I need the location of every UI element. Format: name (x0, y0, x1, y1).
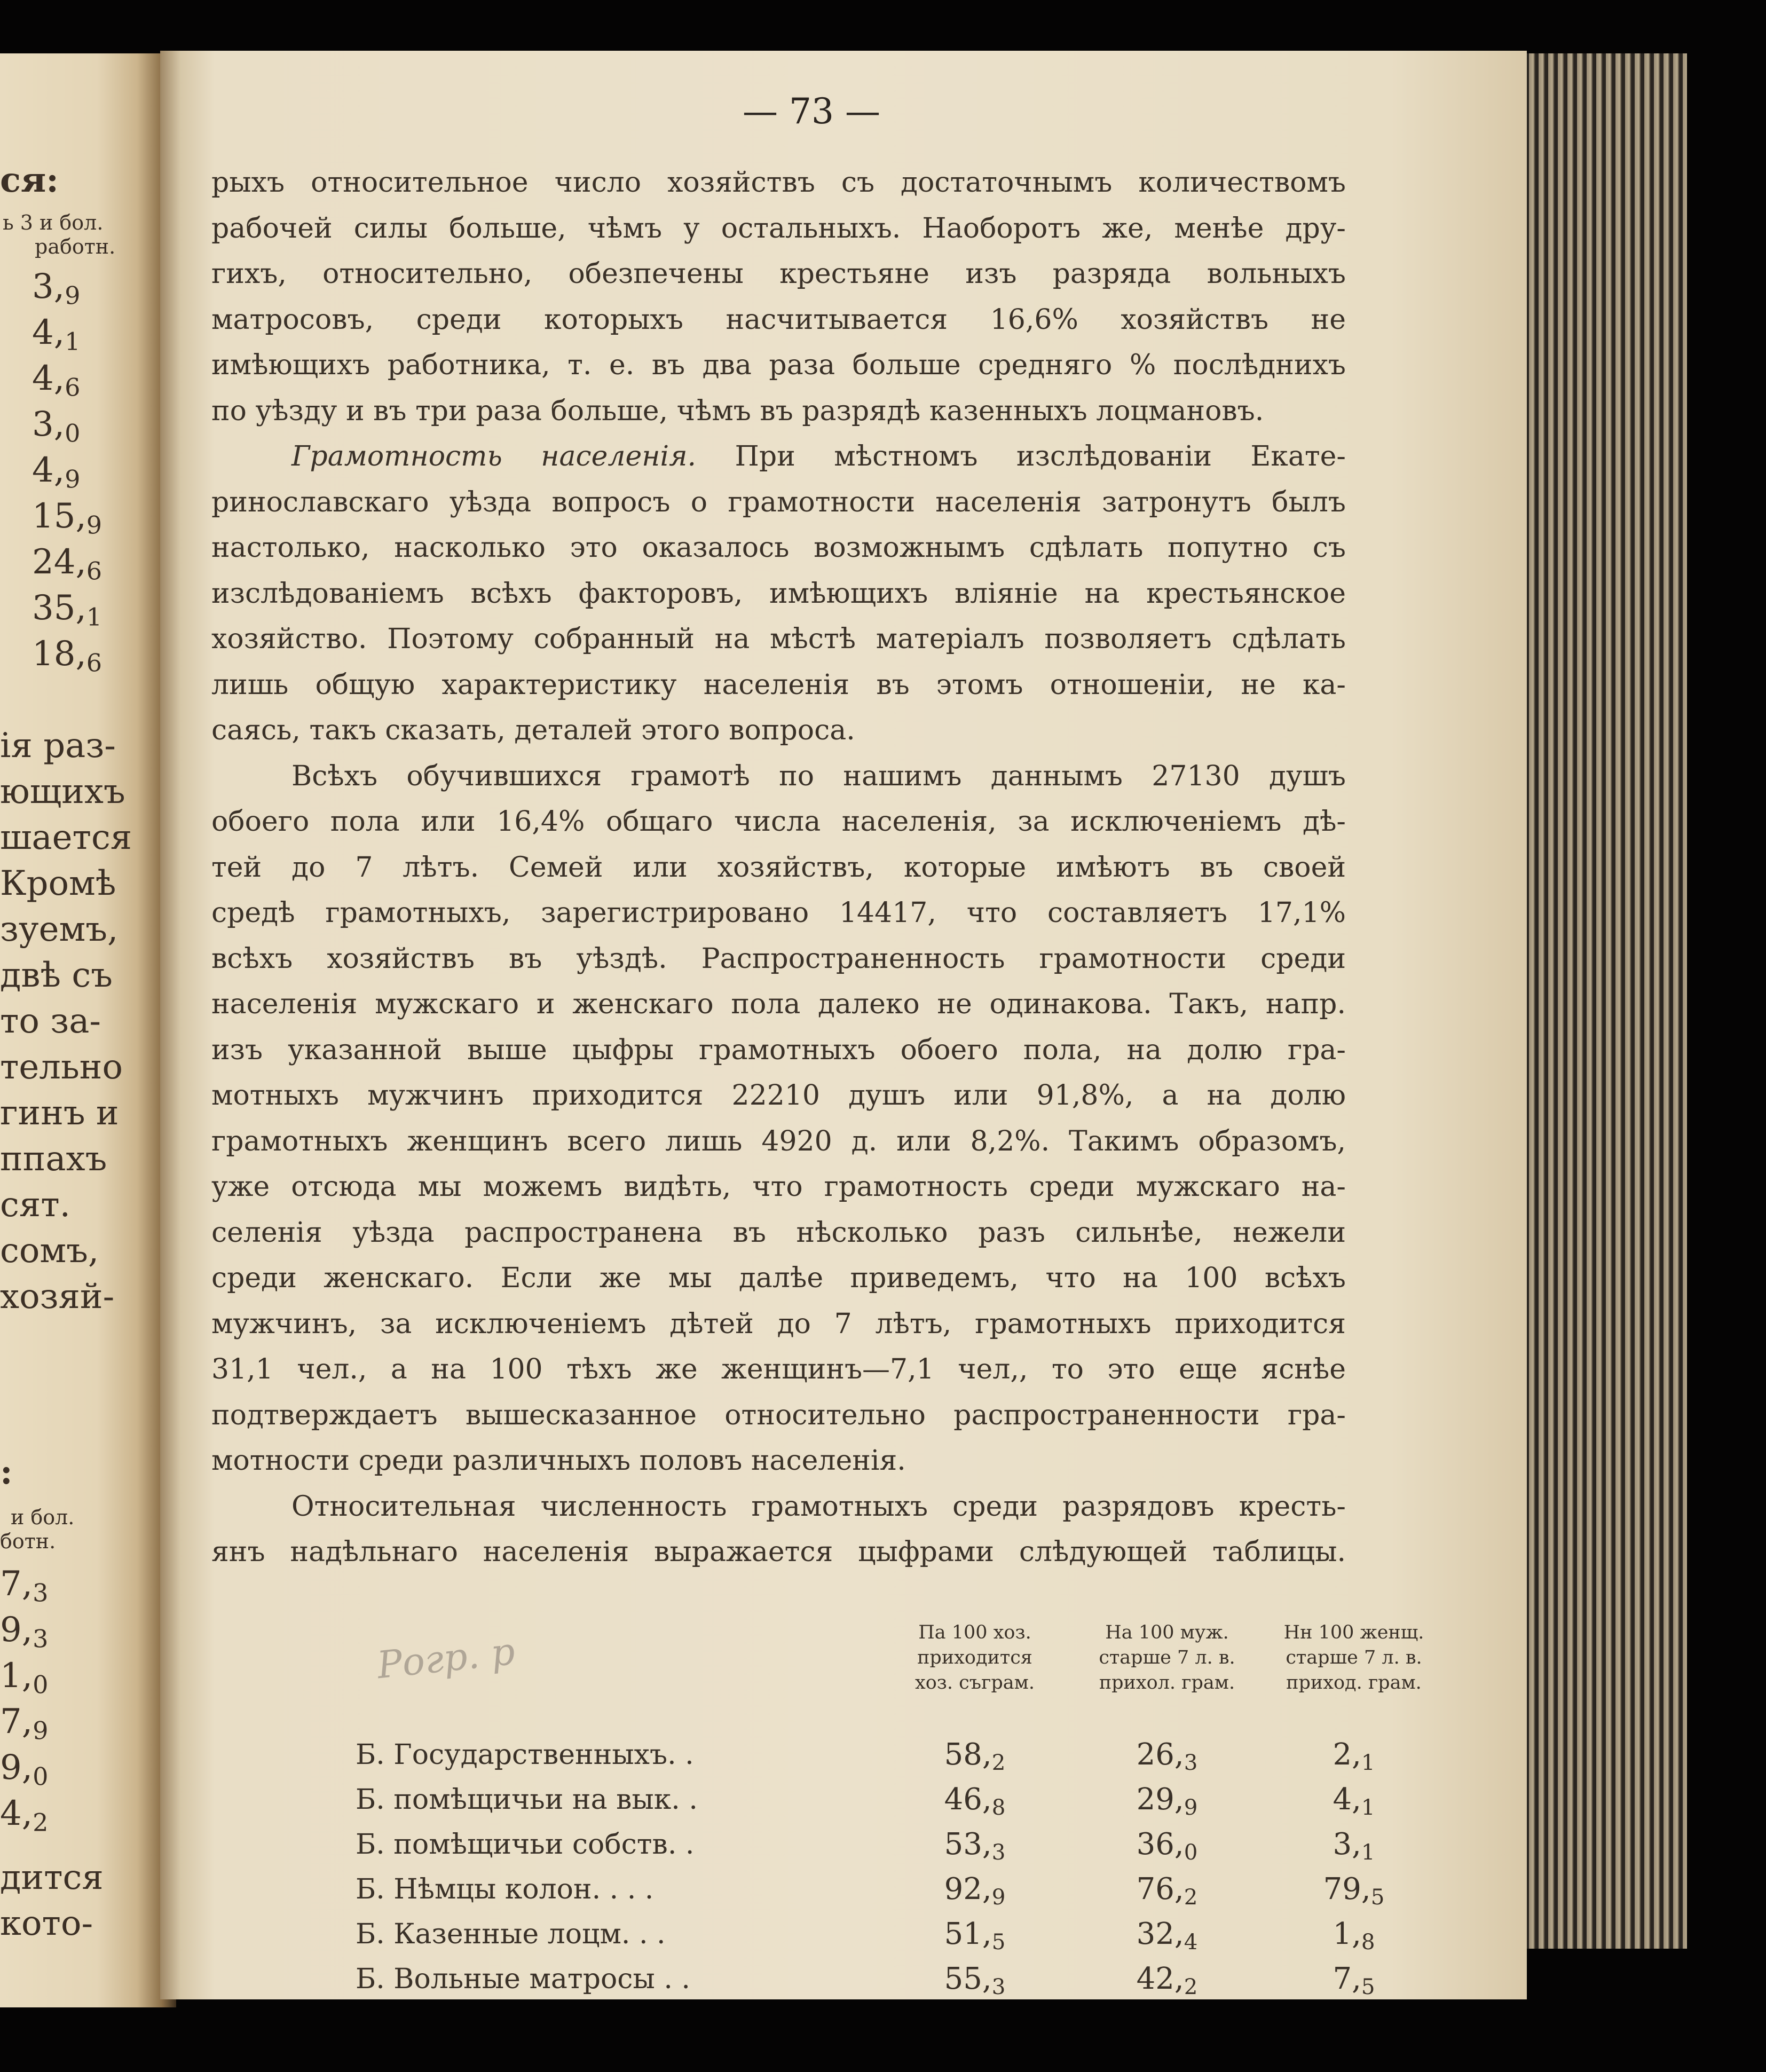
text-line: уже отсюда мы можемъ видѣть, что грамотность среди мужскаго на- (211, 1171, 1346, 1203)
cell-women: $79,_5$ (1323, 1872, 1385, 1910)
cell-households: $92,_9$ (944, 1872, 1006, 1910)
cell-households: $58,_2$ (944, 1737, 1006, 1776)
text-line: рабочей силы больше, чѣмъ у остальныхъ. Наоборотъ же, менѣе дру- (211, 212, 1346, 245)
column-header-households (879, 1620, 1071, 1696)
text-line: гихъ, относительно, обезпечены крестьяне изъ разряда вольныхъ (211, 258, 1346, 290)
text-line: имѣющихъ работника, т. е. въ два раза больше средняго % послѣднихъ (211, 349, 1346, 381)
table-row (211, 1777, 1375, 1822)
page-number: — 73 — (743, 91, 880, 132)
left-text-fragment: сомъ, (0, 1231, 99, 1271)
cell-women: $7,_5$ (1333, 1961, 1375, 2000)
left-text-fragment: то за- (0, 1002, 101, 1041)
left-value: $1,_0$ (0, 1656, 49, 1699)
column-header-women (1258, 1620, 1450, 1696)
text-line: всѣхъ хозяйствъ въ уѣздѣ. Распространенность грамотности среди (211, 942, 1346, 975)
table-row (211, 1912, 1375, 1957)
text-line: селенія уѣзда распространена въ нѣсколько разъ сильнѣе, нежели (211, 1216, 1346, 1249)
text-line (211, 434, 1346, 480)
left-col-head2-2: ботн. (0, 1530, 56, 1553)
left-value: $4,_1$ (32, 313, 81, 356)
text-line: янъ надѣльнаго населенія выражается цыфрами слѣдующей таблицы. (211, 1536, 1346, 1568)
left-text-fragment: ппахъ (0, 1139, 107, 1179)
text-line: рыхъ относительное число хозяйствъ съ достаточнымъ количествомъ (211, 167, 1346, 199)
row-label: Б. Казенные лоцм. . . (356, 1918, 666, 1950)
table-row (211, 1822, 1375, 1867)
left-value: $9,_3$ (0, 1610, 49, 1653)
left-value: $35,_1$ (32, 588, 103, 632)
text-line: средѣ грамотныхъ, зарегистрировано 14417, что составляетъ 17,1% (211, 897, 1346, 929)
header-line: прихол. грам. (1099, 1672, 1235, 1693)
literacy-table (211, 1732, 1385, 2002)
row-label: Б. помѣщичьи на вык. . (356, 1784, 698, 1816)
text-line: по уѣзду и въ три раза больше, чѣмъ въ разрядѣ казенныхъ лоцмановъ. (211, 395, 1264, 427)
text-line: хозяйство. Поэтому собранный на мѣстѣ матеріалъ позволяетъ сдѣлать (211, 623, 1346, 655)
table-row (211, 1957, 1375, 2002)
cell-households: $51,_5$ (944, 1917, 1006, 1955)
text-line: мотности среди различныхъ половъ населенія. (211, 1445, 906, 1477)
left-text-fragment: зуемъ, (0, 910, 119, 949)
header-line: На 100 муж. (1105, 1622, 1229, 1643)
cell-men: $76,_2$ (1136, 1872, 1198, 1910)
left-text-fragment: ія раз- (0, 726, 116, 766)
header-line: хоз. съграм. (915, 1672, 1035, 1693)
left-value: $9,_0$ (0, 1748, 49, 1791)
header-line: Па 100 хоз. (918, 1622, 1031, 1643)
left-value: $7,_9$ (0, 1702, 49, 1745)
text-line-rest: При мѣстномъ изслѣдованіи Екате- (696, 440, 1346, 472)
text-line: лишь общую характеристику населенія въ этомъ отношеніи, не ка- (211, 668, 1346, 701)
left-heading-fragment: ся: (0, 160, 59, 200)
left-page-edge (0, 53, 176, 2007)
text-line: мотныхъ мужчинъ приходится 22210 душъ или 91,8%, а на долю (211, 1080, 1346, 1112)
header-line: старше 7 л. в. (1286, 1647, 1422, 1668)
handwritten-note: Рогр. р (375, 1629, 517, 1688)
main-page (160, 51, 1527, 1999)
text-line: ринославскаго уѣзда вопросъ о грамотности населенія затронутъ былъ (211, 486, 1346, 518)
table-row (211, 1867, 1385, 1912)
left-value: $4,_2$ (0, 1794, 49, 1837)
cell-households: $55,_3$ (944, 1961, 1006, 2000)
cell-households: $53,_3$ (944, 1827, 1006, 1865)
left-text-fragment: шается (0, 818, 132, 857)
left-colon: : (0, 1452, 13, 1492)
text-line: тей до 7 лѣтъ. Семей или хозяйствъ, которые имѣютъ въ своей (211, 851, 1346, 884)
header-line: приход. грам. (1286, 1672, 1422, 1693)
left-text-fragment: гинъ и (0, 1093, 119, 1133)
left-text-fragment: сят. (0, 1185, 70, 1225)
left-text-fragment: дится (0, 1858, 104, 1897)
text-line: населенія мужскаго и женскаго пола далеко не одинакова. Такъ, напр. (211, 988, 1346, 1020)
table-header (211, 1620, 1424, 1727)
text-line: мужчинъ, за исключеніемъ дѣтей до 7 лѣтъ, грамотныхъ приходится (211, 1307, 1346, 1340)
book-page-edges (1516, 53, 1687, 1949)
cell-households: $46,_8$ (944, 1782, 1006, 1821)
text-line: 31,1 чел., а на 100 тѣхъ же женщинъ—7,1 чел,, то это еще яснѣе (211, 1353, 1346, 1385)
left-col-head-2: работн. (35, 235, 116, 258)
left-value: $4,_9$ (32, 451, 81, 494)
table-row (211, 1732, 1375, 1777)
section-heading: Грамотность населенія. (291, 440, 697, 472)
left-text-fragment: ющихъ (0, 772, 125, 812)
left-text-fragment: двѣ съ (0, 956, 113, 995)
left-col-head2-1: и бол. (11, 1506, 75, 1529)
text-line: подтверждаетъ вышесказанное относительно распространенности гра- (211, 1399, 1346, 1431)
left-value: $3,_9$ (32, 267, 81, 310)
left-text-fragment: тельно (0, 1047, 123, 1087)
left-value: $4,_6$ (32, 359, 81, 402)
text-line: матросовъ, среди которыхъ насчитывается 16,6% хозяйствъ не (211, 303, 1346, 336)
text-line: Всѣхъ обучившихся грамотѣ по нашимъ даннымъ 27130 душъ (291, 760, 1346, 792)
left-value: $7,_3$ (0, 1564, 49, 1608)
left-text-fragment: кото- (0, 1904, 93, 1943)
header-line: Нн 100 женщ. (1283, 1622, 1424, 1643)
text-line: грамотныхъ женщинъ всего лишь 4920 д. или 8,2%. Такимъ образомъ, (211, 1125, 1346, 1157)
text-line: настолько, насколько это оказалось возможнымъ сдѣлать попутно съ (211, 532, 1346, 564)
row-label: Б. помѣщичьи собств. . (356, 1829, 695, 1861)
text-line: изъ указанной выше цыфры грамотныхъ обоего пола, на долю гра- (211, 1034, 1346, 1066)
cell-women: $1,_8$ (1333, 1917, 1375, 1955)
cell-men: $36,_0$ (1136, 1827, 1198, 1865)
left-value: $15,_9$ (32, 497, 103, 540)
cell-women: $3,_1$ (1333, 1827, 1375, 1865)
left-text-fragment: Кромѣ (0, 864, 116, 903)
row-label: Б. Государственныхъ. . (356, 1739, 694, 1771)
text-line: изслѣдованіемъ всѣхъ факторовъ, имѣющихъ вліяніе на крестьянское (211, 577, 1346, 610)
cell-men: $29,_9$ (1136, 1782, 1198, 1821)
left-text-fragment: хозяй- (0, 1277, 115, 1317)
left-value: $24,_6$ (32, 542, 103, 586)
cell-women: $4,_1$ (1333, 1782, 1375, 1821)
text-line: саясь, такъ сказать, деталей этого вопроса. (211, 714, 855, 746)
cell-women: $2,_1$ (1333, 1737, 1375, 1776)
body-text (211, 160, 1346, 1575)
cell-men: $32,_4$ (1136, 1917, 1198, 1955)
cell-men: $42,_2$ (1136, 1961, 1198, 2000)
header-line: приходится (917, 1647, 1032, 1668)
left-value: $18,_6$ (32, 634, 103, 677)
text-line: Относительная численность грамотныхъ среди разрядовъ кресть- (291, 1490, 1346, 1523)
header-line: старше 7 л. в. (1099, 1647, 1235, 1668)
text-line: обоего пола или 16,4% общаго числа населенія, за исключеніемъ дѣ- (211, 806, 1346, 838)
column-header-men (1071, 1620, 1263, 1696)
left-value: $3,_0$ (32, 405, 81, 448)
left-col-head-1: ь 3 и бол. (3, 211, 104, 234)
row-label: Б. Вольные матросы . . (356, 1963, 690, 1995)
row-label: Б. Нѣмцы колон. . . . (356, 1873, 654, 1905)
text-line: среди женскаго. Если же мы далѣе приведемъ, что на 100 всѣхъ (211, 1262, 1346, 1294)
cell-men: $26,_3$ (1136, 1737, 1198, 1776)
